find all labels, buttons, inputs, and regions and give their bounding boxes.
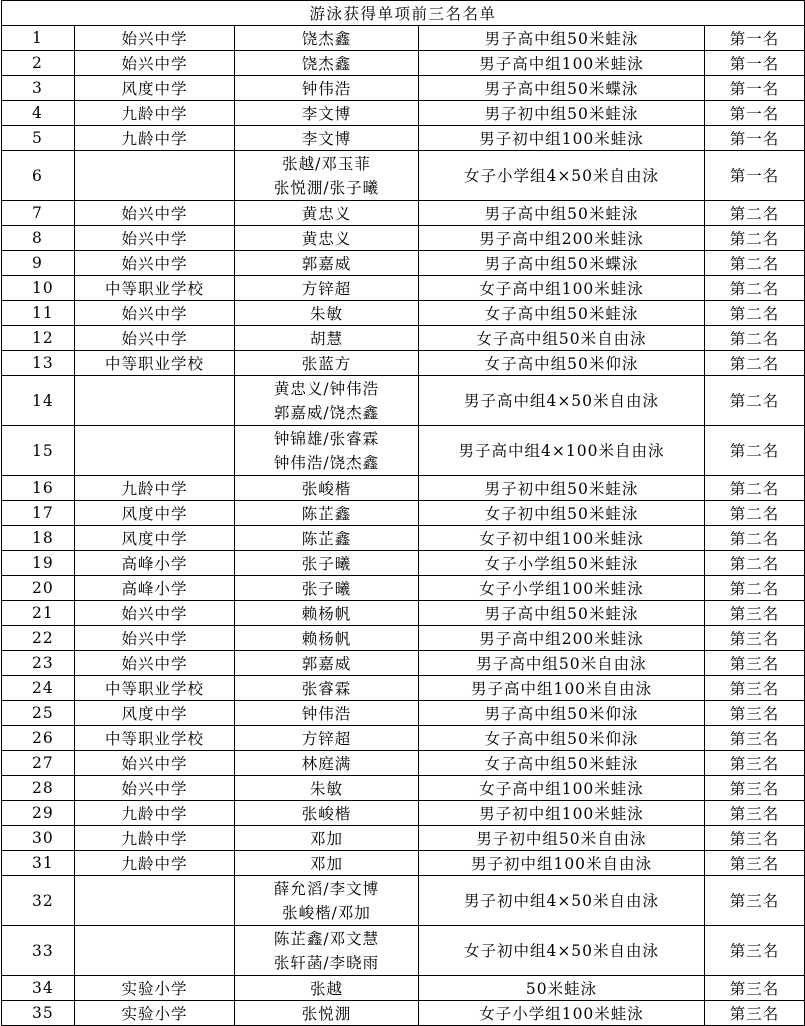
- row-number: 30: [2, 826, 75, 851]
- athlete-names: [235, 1001, 419, 1026]
- table-row: [2, 876, 805, 926]
- school-name: 始兴中学: [75, 626, 235, 651]
- rank-label: 第二名: [705, 201, 805, 226]
- row-number: 28: [2, 776, 75, 801]
- rank-label: 第三名: [705, 776, 805, 801]
- athlete-names: [235, 76, 419, 101]
- athlete-names: [235, 376, 419, 426]
- table-row: [2, 776, 805, 801]
- event-name: 男子初中组50米自由泳: [419, 826, 705, 851]
- athlete-names: [235, 276, 419, 301]
- athlete-name: 张峻楷: [301, 480, 352, 498]
- school-name: [75, 426, 235, 476]
- rank-label: 第三名: [705, 751, 805, 776]
- school-name: 始兴中学: [75, 201, 235, 226]
- event-name: 男子初中组100米蛙泳: [419, 801, 705, 826]
- athlete-names: [235, 851, 419, 876]
- row-number: 18: [2, 526, 75, 551]
- row-number: 17: [2, 501, 75, 526]
- rank-label: 第一名: [705, 151, 805, 201]
- athlete-name: 胡慧: [309, 330, 343, 348]
- event-name: 女子高中组50米仰泳: [419, 726, 705, 751]
- table-row: [2, 501, 805, 526]
- school-name: 始兴中学: [75, 26, 235, 51]
- school-name: 中等职业学校: [75, 726, 235, 751]
- school-name: 风度中学: [75, 501, 235, 526]
- event-name: 女子小学组100米蛙泳: [419, 576, 705, 601]
- athlete-name: 张蓝方: [301, 355, 352, 373]
- athlete-name: 张越/邓玉菲: [282, 154, 371, 173]
- table-row: [2, 1001, 805, 1026]
- athlete-name: 饶杰鑫: [301, 55, 352, 73]
- event-name: 男子高中组50米自由泳: [419, 651, 705, 676]
- athlete-name: 黄忠义: [301, 205, 352, 223]
- row-number: 9: [2, 251, 75, 276]
- school-name: 风度中学: [75, 526, 235, 551]
- athlete-names: [235, 826, 419, 851]
- table-row: [2, 626, 805, 651]
- rank-label: 第一名: [705, 51, 805, 76]
- table-row: [2, 576, 805, 601]
- school-name: 风度中学: [75, 76, 235, 101]
- school-name: 九龄中学: [75, 826, 235, 851]
- row-number: 35: [2, 1001, 75, 1026]
- athlete-name: 张峻楷: [301, 805, 352, 823]
- table-row: [2, 926, 805, 976]
- athlete-names: [235, 801, 419, 826]
- event-name: 女子高中组100米蛙泳: [419, 776, 705, 801]
- event-name: 男子高中组200米蛙泳: [419, 226, 705, 251]
- event-name: 男子初中组50米蛙泳: [419, 101, 705, 126]
- school-name: [75, 926, 235, 976]
- rank-label: 第二名: [705, 476, 805, 501]
- athlete-name: 黄忠义/钟伟浩: [273, 379, 380, 398]
- school-name: 风度中学: [75, 701, 235, 726]
- row-number: 8: [2, 226, 75, 251]
- rank-label: 第三名: [705, 1001, 805, 1026]
- rank-label: 第二名: [705, 551, 805, 576]
- school-name: 高峰小学: [75, 551, 235, 576]
- athlete-name: 张睿霖: [301, 680, 352, 698]
- school-name: 九龄中学: [75, 801, 235, 826]
- row-number: 16: [2, 476, 75, 501]
- athlete-names: [235, 876, 419, 926]
- athlete-names: [235, 301, 419, 326]
- table-row: [2, 751, 805, 776]
- rank-label: 第一名: [705, 76, 805, 101]
- athlete-names: [235, 751, 419, 776]
- rank-label: 第二名: [705, 276, 805, 301]
- school-name: 九龄中学: [75, 101, 235, 126]
- rank-label: 第二名: [705, 426, 805, 476]
- table-row: [2, 351, 805, 376]
- athlete-names: [235, 226, 419, 251]
- athlete-names: [235, 626, 419, 651]
- row-number: 29: [2, 801, 75, 826]
- athlete-names: [235, 101, 419, 126]
- event-name: 男子初中组4×50米自由泳: [419, 876, 705, 926]
- table-row: [2, 126, 805, 151]
- athlete-names: [235, 251, 419, 276]
- rank-label: 第二名: [705, 351, 805, 376]
- rank-label: 第三名: [705, 876, 805, 926]
- athlete-name: 郭嘉威: [301, 255, 352, 273]
- event-name: 女子小学组100米蛙泳: [419, 1001, 705, 1026]
- athlete-names: [235, 676, 419, 701]
- rank-label: 第二名: [705, 226, 805, 251]
- rank-label: 第三名: [705, 601, 805, 626]
- row-number: 31: [2, 851, 75, 876]
- table-row: [2, 301, 805, 326]
- rank-label: 第一名: [705, 126, 805, 151]
- rank-label: 第二名: [705, 501, 805, 526]
- athlete-name: 钟伟浩: [301, 80, 352, 98]
- school-name: 始兴中学: [75, 776, 235, 801]
- rank-label: 第三名: [705, 926, 805, 976]
- athlete-names: [235, 26, 419, 51]
- school-name: 实验小学: [75, 976, 235, 1001]
- school-name: 始兴中学: [75, 601, 235, 626]
- rank-label: 第三名: [705, 701, 805, 726]
- rank-label: 第一名: [705, 26, 805, 51]
- row-number: 13: [2, 351, 75, 376]
- school-name: [75, 151, 235, 201]
- row-number: 26: [2, 726, 75, 751]
- athlete-name: 赖杨帆: [301, 605, 352, 623]
- table-row: [2, 426, 805, 476]
- table-row: [2, 976, 805, 1001]
- athlete-name: 钟锦雄/张睿霖: [273, 429, 380, 448]
- event-name: 女子初中组50米蛙泳: [419, 501, 705, 526]
- event-name: 女子高中组50米蛙泳: [419, 751, 705, 776]
- row-number: 12: [2, 326, 75, 351]
- athlete-names: [235, 426, 419, 476]
- table-row: [2, 551, 805, 576]
- event-name: 男子高中组50米仰泳: [419, 701, 705, 726]
- row-number: 5: [2, 126, 75, 151]
- athlete-names: [235, 601, 419, 626]
- athlete-names: [235, 976, 419, 1001]
- event-name: 女子小学组4×50米自由泳: [419, 151, 705, 201]
- event-name: 男子初中组100米自由泳: [419, 851, 705, 876]
- rank-label: 第二名: [705, 301, 805, 326]
- athlete-name: 黄忠义: [301, 230, 352, 248]
- row-number: 20: [2, 576, 75, 601]
- rank-label: 第三名: [705, 801, 805, 826]
- athlete-name: 朱敏: [309, 780, 343, 798]
- event-name: 男子高中组4×100米自由泳: [419, 426, 705, 476]
- athlete-names: [235, 701, 419, 726]
- table-row: [2, 701, 805, 726]
- rank-label: 第三名: [705, 676, 805, 701]
- athlete-name: 钟伟浩/饶杰鑫: [273, 453, 380, 472]
- event-name: 50米蛙泳: [419, 976, 705, 1001]
- school-name: 始兴中学: [75, 251, 235, 276]
- school-name: 高峰小学: [75, 576, 235, 601]
- athlete-names: [235, 501, 419, 526]
- rank-label: 第二名: [705, 326, 805, 351]
- rank-label: 第二名: [705, 376, 805, 426]
- table-title: 游泳获得单项前三名名单: [2, 1, 805, 26]
- row-number: 21: [2, 601, 75, 626]
- table-row: [2, 326, 805, 351]
- athlete-name: 陈芷鑫: [301, 530, 352, 548]
- athlete-name: 张悦淜/张子曦: [273, 178, 380, 197]
- event-name: 男子高中组50米蛙泳: [419, 26, 705, 51]
- athlete-name: 邓加: [309, 855, 343, 873]
- school-name: 中等职业学校: [75, 351, 235, 376]
- event-name: 女子初中组4×50米自由泳: [419, 926, 705, 976]
- event-name: 男子高中组50米蛙泳: [419, 601, 705, 626]
- athlete-names: [235, 201, 419, 226]
- table-row: [2, 226, 805, 251]
- athlete-name: 张轩菡/李晓雨: [273, 953, 380, 972]
- school-name: 始兴中学: [75, 651, 235, 676]
- athlete-name: 饶杰鑫: [301, 30, 352, 48]
- school-name: 始兴中学: [75, 51, 235, 76]
- athlete-names: [235, 526, 419, 551]
- event-name: 男子高中组100米蛙泳: [419, 51, 705, 76]
- rank-label: 第一名: [705, 101, 805, 126]
- title-row: [2, 1, 805, 26]
- rank-label: 第三名: [705, 826, 805, 851]
- athlete-names: [235, 576, 419, 601]
- event-name: 男子初中组50米蛙泳: [419, 476, 705, 501]
- row-number: 34: [2, 976, 75, 1001]
- athlete-names: [235, 776, 419, 801]
- row-number: 14: [2, 376, 75, 426]
- row-number: 4: [2, 101, 75, 126]
- school-name: [75, 376, 235, 426]
- school-name: 中等职业学校: [75, 676, 235, 701]
- athlete-names: [235, 651, 419, 676]
- rank-label: 第三名: [705, 851, 805, 876]
- athlete-name: 郭嘉威/饶杰鑫: [273, 403, 380, 422]
- athlete-names: [235, 51, 419, 76]
- athlete-names: [235, 151, 419, 201]
- athlete-name: 张越: [309, 980, 343, 998]
- row-number: 7: [2, 201, 75, 226]
- table-row: [2, 376, 805, 426]
- athlete-names: [235, 726, 419, 751]
- row-number: 10: [2, 276, 75, 301]
- athlete-names: [235, 551, 419, 576]
- athlete-names: [235, 351, 419, 376]
- table-row: [2, 101, 805, 126]
- table-row: [2, 151, 805, 201]
- athlete-name: 薛允滔/李文博: [273, 879, 380, 898]
- athlete-name: 林庭满: [301, 755, 352, 773]
- row-number: 15: [2, 426, 75, 476]
- table-row: [2, 801, 805, 826]
- school-name: 始兴中学: [75, 326, 235, 351]
- rank-label: 第二名: [705, 526, 805, 551]
- athlete-name: 陈芷鑫/邓文慧: [273, 929, 380, 948]
- event-name: 女子高中组50米蛙泳: [419, 301, 705, 326]
- school-name: [75, 876, 235, 926]
- school-name: 始兴中学: [75, 751, 235, 776]
- event-name: 男子高中组50米蝶泳: [419, 251, 705, 276]
- table-row: [2, 601, 805, 626]
- table-row: [2, 51, 805, 76]
- row-number: 25: [2, 701, 75, 726]
- rank-label: 第三名: [705, 626, 805, 651]
- row-number: 2: [2, 51, 75, 76]
- athlete-names: [235, 926, 419, 976]
- school-name: 始兴中学: [75, 301, 235, 326]
- row-number: 11: [2, 301, 75, 326]
- athlete-names: [235, 126, 419, 151]
- table-row: [2, 726, 805, 751]
- rank-label: 第三名: [705, 976, 805, 1001]
- rank-label: 第二名: [705, 576, 805, 601]
- table-row: [2, 251, 805, 276]
- table-row: [2, 676, 805, 701]
- athlete-name: 陈芷鑫: [301, 505, 352, 523]
- athlete-name: 赖杨帆: [301, 630, 352, 648]
- row-number: 3: [2, 76, 75, 101]
- athlete-name: 方锌超: [301, 280, 352, 298]
- event-name: 男子高中组50米蛙泳: [419, 201, 705, 226]
- event-name: 女子高中组50米仰泳: [419, 351, 705, 376]
- table-row: [2, 526, 805, 551]
- event-name: 男子高中组100米自由泳: [419, 676, 705, 701]
- event-name: 女子初中组100米蛙泳: [419, 526, 705, 551]
- event-name: 男子高中组4×50米自由泳: [419, 376, 705, 426]
- school-name: 九龄中学: [75, 476, 235, 501]
- event-name: 女子高中组50米自由泳: [419, 326, 705, 351]
- event-name: 男子初中组100米蛙泳: [419, 126, 705, 151]
- table-row: [2, 651, 805, 676]
- row-number: 1: [2, 26, 75, 51]
- event-name: 女子高中组100米蛙泳: [419, 276, 705, 301]
- table-row: [2, 826, 805, 851]
- results-table-body: [2, 1, 805, 1026]
- event-name: 女子小学组50米蛙泳: [419, 551, 705, 576]
- table-row: [2, 476, 805, 501]
- athlete-name: 方锌超: [301, 730, 352, 748]
- rank-label: 第三名: [705, 726, 805, 751]
- athlete-name: 朱敏: [309, 305, 343, 323]
- row-number: 23: [2, 651, 75, 676]
- athlete-name: 张峻楷/邓加: [282, 903, 371, 922]
- table-row: [2, 201, 805, 226]
- row-number: 32: [2, 876, 75, 926]
- event-name: 男子高中组50米蝶泳: [419, 76, 705, 101]
- row-number: 19: [2, 551, 75, 576]
- athlete-name: 李文博: [301, 130, 352, 148]
- row-number: 6: [2, 151, 75, 201]
- rank-label: 第三名: [705, 651, 805, 676]
- athlete-name: 张悦淜: [301, 1005, 352, 1023]
- athlete-name: 郭嘉威: [301, 655, 352, 673]
- school-name: 始兴中学: [75, 226, 235, 251]
- athlete-name: 李文博: [301, 105, 352, 123]
- athlete-name: 张子曦: [301, 580, 352, 598]
- row-number: 24: [2, 676, 75, 701]
- school-name: 九龄中学: [75, 126, 235, 151]
- row-number: 22: [2, 626, 75, 651]
- athlete-name: 钟伟浩: [301, 705, 352, 723]
- athlete-names: [235, 476, 419, 501]
- row-number: 27: [2, 751, 75, 776]
- table-row: [2, 76, 805, 101]
- event-name: 男子高中组200米蛙泳: [419, 626, 705, 651]
- school-name: 中等职业学校: [75, 276, 235, 301]
- table-row: [2, 851, 805, 876]
- results-table: [1, 0, 805, 1026]
- school-name: 九龄中学: [75, 851, 235, 876]
- athlete-names: [235, 326, 419, 351]
- athlete-name: 邓加: [309, 830, 343, 848]
- table-row: [2, 276, 805, 301]
- athlete-name: 张子曦: [301, 555, 352, 573]
- rank-label: 第二名: [705, 251, 805, 276]
- table-row: [2, 26, 805, 51]
- row-number: 33: [2, 926, 75, 976]
- school-name: 实验小学: [75, 1001, 235, 1026]
